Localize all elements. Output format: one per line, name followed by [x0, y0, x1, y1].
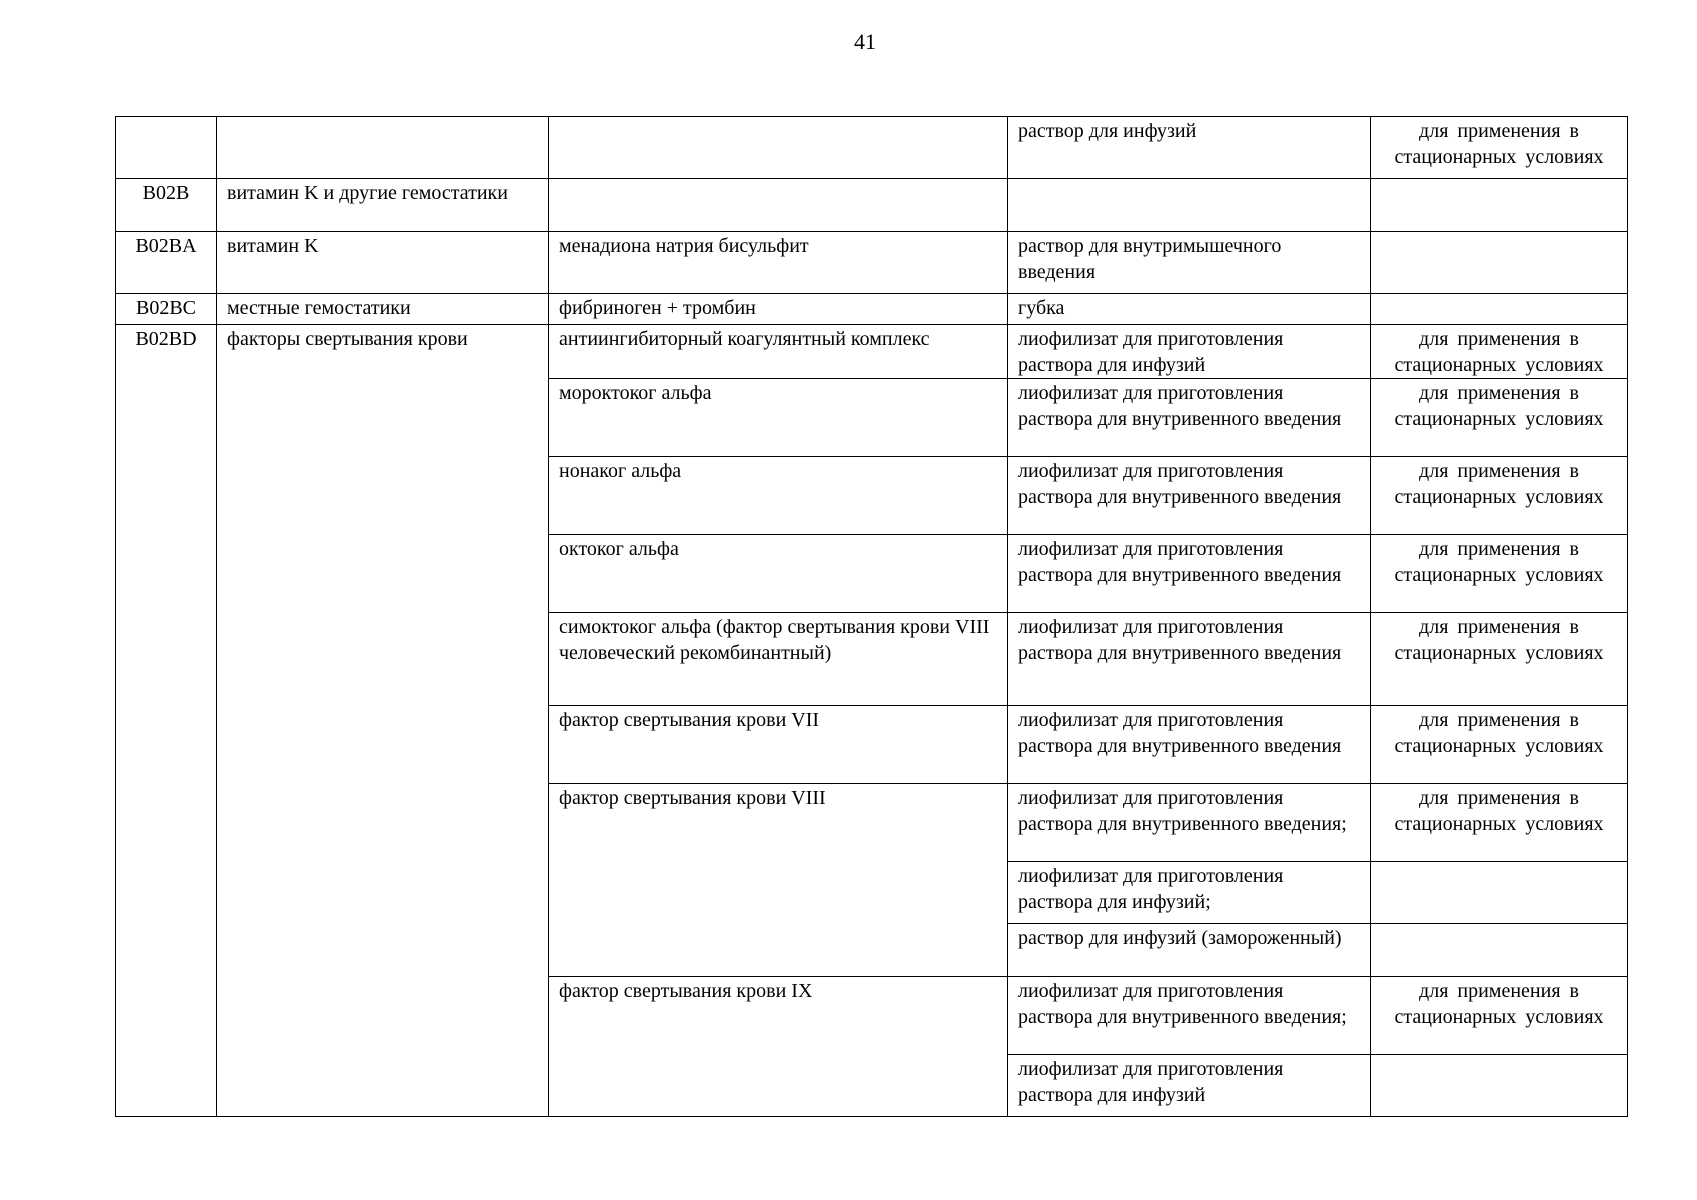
note-cell [1371, 179, 1628, 232]
note-line-1: для применения в [1419, 328, 1579, 350]
group-cell: витамин K и другие гемостатики [217, 179, 549, 232]
group-cell: местные гемостатики [217, 294, 549, 325]
form-cell: лиофилизат для приготовления раствора для внутривенного введения [1008, 535, 1371, 613]
note-line-2: стационарных условиях [1394, 146, 1604, 168]
drug-cell [549, 179, 1008, 232]
form-cell: лиофилизат для приготовления раствора для инфузий [1008, 1055, 1371, 1117]
note-cell [1371, 294, 1628, 325]
form-cell: лиофилизат для приготовления раствора для внутривенного введения; [1008, 784, 1371, 862]
table-row [116, 294, 1628, 325]
note-cell [1371, 325, 1628, 379]
code-cell [116, 117, 217, 179]
note-line-1: для применения в [1419, 980, 1579, 1002]
form-cell: лиофилизат для приготовления раствора для внутривенного введения [1008, 457, 1371, 535]
note-line-2: стационарных условиях [1394, 642, 1604, 664]
note-line-2: стационарных условиях [1394, 486, 1604, 508]
table-row [116, 117, 1628, 179]
note-cell [1371, 784, 1628, 862]
table-row [116, 325, 1628, 379]
code-cell: B02BD [116, 325, 217, 1117]
form-cell: раствор для инфузий (замороженный) [1008, 924, 1371, 977]
note-cell [1371, 457, 1628, 535]
drug-cell [549, 117, 1008, 179]
group-cell [217, 117, 549, 179]
form-cell: лиофилизат для приготовления раствора для инфузий [1008, 325, 1371, 379]
drug-cell: октоког альфа [549, 535, 1008, 613]
code-cell: B02BC [116, 294, 217, 325]
note-cell [1371, 706, 1628, 784]
drug-table [115, 116, 1628, 1117]
note-cell [1371, 613, 1628, 706]
form-cell: лиофилизат для приготовления раствора для внутривенного введения [1008, 379, 1371, 457]
note-line-2: стационарных условиях [1394, 735, 1604, 757]
note-line-2: стационарных условиях [1394, 408, 1604, 430]
note-cell [1371, 1055, 1628, 1117]
form-cell: лиофилизат для приготовления раствора для внутривенного введения [1008, 613, 1371, 706]
table-row [116, 179, 1628, 232]
form-cell: раствор для инфузий [1008, 117, 1371, 179]
code-cell: B02BA [116, 232, 217, 294]
form-cell: губка [1008, 294, 1371, 325]
note-cell [1371, 117, 1628, 179]
note-line-2: стационарных условиях [1394, 354, 1604, 376]
note-line-1: для применения в [1419, 382, 1579, 404]
note-cell [1371, 977, 1628, 1055]
drug-cell: фактор свертывания крови VIII [549, 784, 1008, 977]
drug-cell: мороктоког альфа [549, 379, 1008, 457]
form-cell: лиофилизат для приготовления раствора для внутривенного введения; [1008, 977, 1371, 1055]
drug-cell: фактор свертывания крови IX [549, 977, 1008, 1117]
note-cell [1371, 924, 1628, 977]
drug-cell: нонаког альфа [549, 457, 1008, 535]
note-line-1: для применения в [1419, 787, 1579, 809]
note-line-1: для применения в [1419, 538, 1579, 560]
note-line-2: стационарных условиях [1394, 813, 1604, 835]
drug-cell: фактор свертывания крови VII [549, 706, 1008, 784]
form-cell: лиофилизат для приготовления раствора для внутривенного введения [1008, 706, 1371, 784]
note-line-1: для применения в [1419, 616, 1579, 638]
note-line-2: стационарных условиях [1394, 564, 1604, 586]
group-cell: витамин K [217, 232, 549, 294]
form-cell: лиофилизат для приготовления раствора для инфузий; [1008, 862, 1371, 924]
drug-cell: фибриноген + тромбин [549, 294, 1008, 325]
note-cell [1371, 232, 1628, 294]
form-cell [1008, 179, 1371, 232]
code-cell: B02B [116, 179, 217, 232]
page-number: 41 [854, 29, 876, 54]
form-cell: раствор для внутримышечного введения [1008, 232, 1371, 294]
drug-cell: симоктоког альфа (фактор свертывания крови VIII человеческий рекомбинантный) [549, 613, 1008, 706]
note-cell [1371, 535, 1628, 613]
note-cell [1371, 862, 1628, 924]
group-cell: факторы свертывания крови [217, 325, 549, 1117]
note-line-1: для применения в [1419, 709, 1579, 731]
drug-cell: менадиона натрия бисульфит [549, 232, 1008, 294]
table-row [116, 232, 1628, 294]
note-line-2: стационарных условиях [1394, 1006, 1604, 1028]
note-line-1: для применения в [1419, 460, 1579, 482]
drug-cell: антиингибиторный коагулянтный комплекс [549, 325, 1008, 379]
note-line-1: для применения в [1419, 120, 1579, 142]
note-cell [1371, 379, 1628, 457]
